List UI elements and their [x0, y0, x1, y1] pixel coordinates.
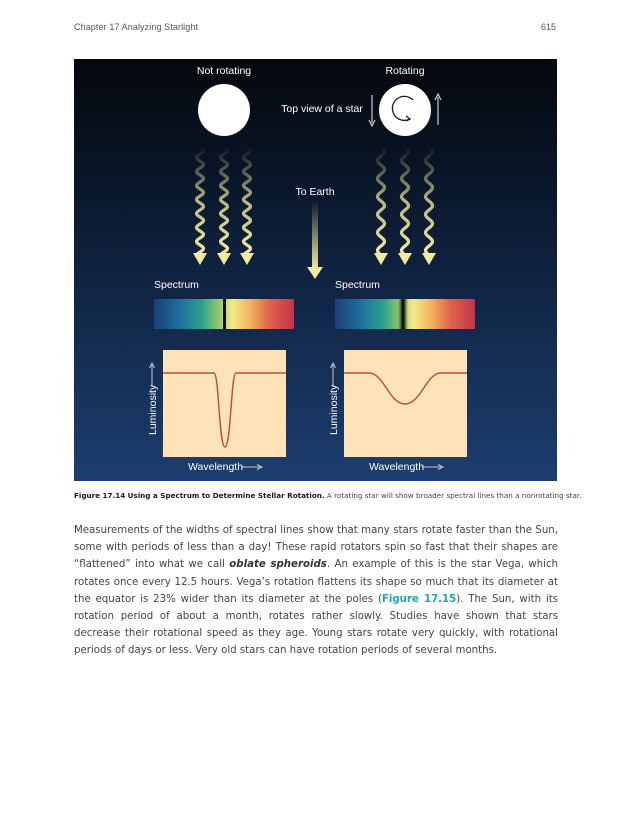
- paragraph-text-1: Measurements of the widths of spectral lines show that many stars rotate faster than the Sun, some with periods of less than a day! These rapid rotators spin so fast that their shapes are “flattened” into what we call: [74, 525, 558, 571]
- caption-label: Figure 17.14: [74, 491, 126, 500]
- figure-stellar-rotation: [74, 59, 557, 481]
- label-rotating: Rotating: [385, 65, 425, 77]
- spectrum-broad-line: [335, 299, 475, 329]
- running-header: [74, 22, 556, 36]
- body-paragraph: [74, 522, 558, 660]
- chapter-title: Chapter 17 Analyzing Starlight: [74, 22, 199, 32]
- page-number: 615: [540, 22, 556, 32]
- label-wavelength-right: Wavelength: [369, 461, 425, 473]
- label-luminosity-left: Luminosity: [147, 384, 159, 435]
- figure-caption: [74, 491, 582, 501]
- plot-broad-line: [344, 350, 467, 457]
- spectrum-narrow-line: [154, 299, 294, 329]
- paragraph-text-3: ). The Sun, with its rotation period of about a month, rotates rather slowly. Studies have shown that stars decrease their rotational speed as they age. Young stars rotate very quickly, with rotational periods of days or less. Very old stars can have rotation periods of several months.: [74, 593, 558, 657]
- figure-illustration: [74, 59, 557, 481]
- label-spectrum-left: Spectrum: [154, 279, 199, 291]
- label-wavelength-left: Wavelength: [188, 461, 244, 473]
- caption-title: Using a Spectrum to Determine Stellar Rotation.: [127, 491, 325, 500]
- star-rotating: [379, 84, 431, 136]
- label-not-rotating: Not rotating: [196, 65, 252, 77]
- term-oblate-spheroids: oblate spheroids: [229, 559, 327, 571]
- plot-narrow-line: [163, 350, 286, 457]
- star-not-rotating: [198, 84, 250, 136]
- label-top-view: Top view of a star: [281, 103, 363, 115]
- label-to-earth: To Earth: [295, 186, 335, 198]
- caption-text: A rotating star will show broader spectral lines than a nonrotating star.: [326, 491, 582, 500]
- label-spectrum-right: Spectrum: [335, 279, 380, 291]
- label-luminosity-right: Luminosity: [328, 384, 340, 435]
- figure-link[interactable]: Figure 17.15: [381, 593, 457, 605]
- paragraph-text-2: . An example of this is the star Vega, which rotates once every 12.5 hours. Vega’s rotation flattens its shape so much that its diameter at the equator is 23% wider than its diameter at the poles (: [74, 559, 559, 605]
